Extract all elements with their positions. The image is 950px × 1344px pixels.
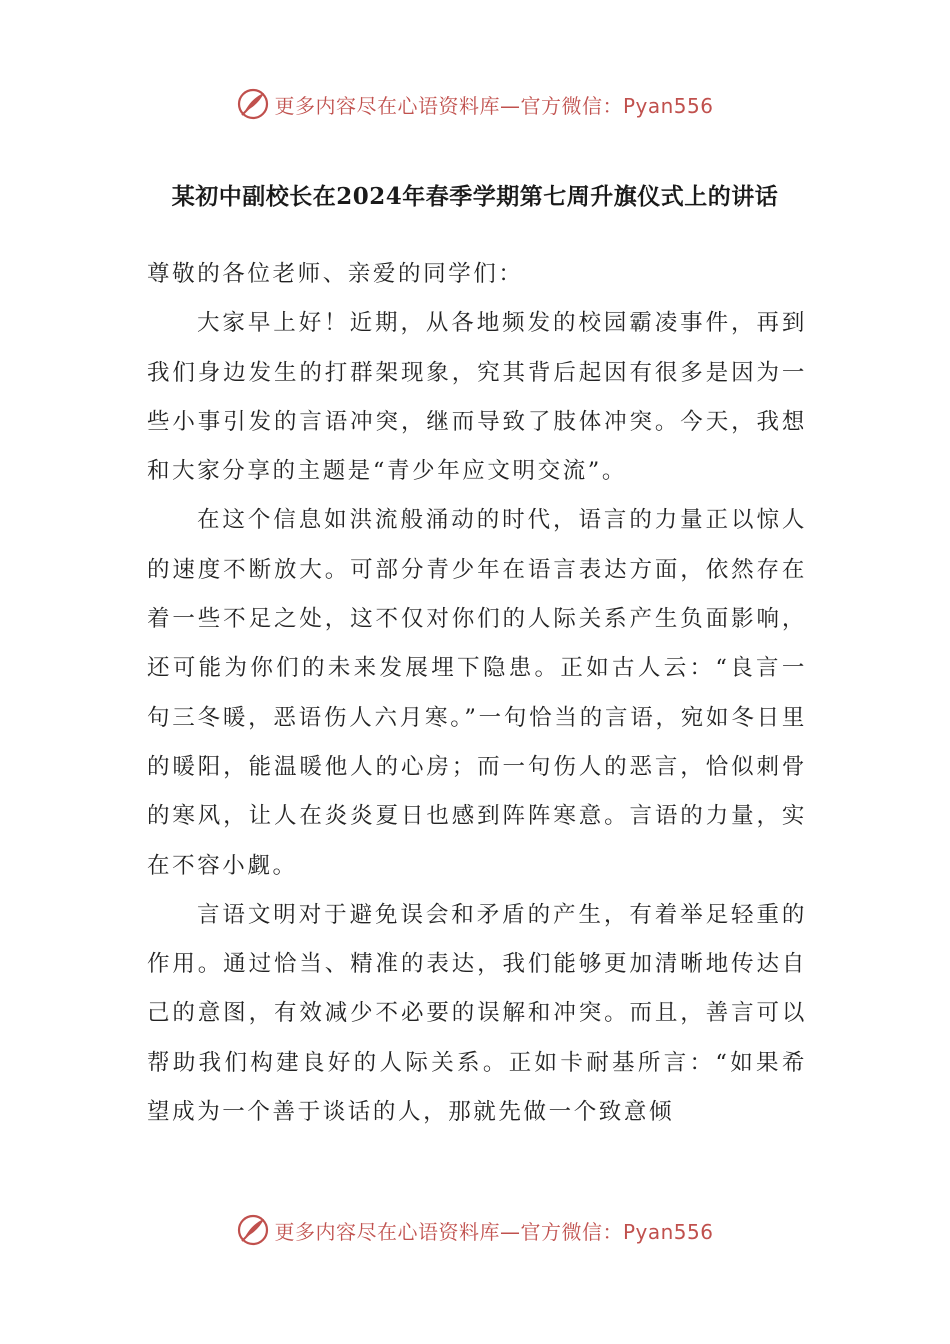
paragraph-2: 在这个信息如洪流般涌动的时代，语言的力量正以惊人的速度不断放大。可部分青少年在语言表达方面，依然存在着一些不足之处，这不仅对你们的人际关系产生负面影响，还可能为你们的未来发展埋下隐患。正如古人云：“良言一句三冬暖，恶语伤人六月寒。”一句恰当的言语，宛如冬日里的暖阳，能温暖他人的心房；而一句伤人的恶言，恰似刺骨的寒风，让人在炎炎夏日也感到阵阵寒意。言语的力量，实在不容小觑。 — [147, 507, 807, 879]
salutation: 尊敬的各位老师、亲爱的同学们： — [147, 261, 524, 287]
paragraph-1: 大家早上好！近期，从各地频发的校园霸凌事件，再到我们身边发生的打群架现象，究其背后起因有很多是因为一些小事引发的言语冲突，继而导致了肢体冲突。今天，我想和大家分享的主题是“青少年应文明交流”。 — [147, 310, 807, 485]
feather-pen-logo-icon — [236, 87, 270, 121]
paragraph-3: 言语文明对于避免误会和矛盾的产生，有着举足轻重的作用。通过恰当、精准的表达，我们能够更加清晰地传达自己的意图，有效减少不必要的误解和冲突。而且，善言可以帮助我们构建良好的人际关系。正如卡耐基所言：“如果希望成为一个善于谈话的人，那就先做一个致意倾 — [147, 901, 807, 1126]
header-banner — [0, 84, 950, 124]
page-title: 某初中副校长在2024年春季学期第七周升旗仪式上的讲话 — [171, 183, 779, 210]
header-banner-text: 更多内容尽在心语资料库—官方微信：Pyan556 — [274, 93, 714, 118]
speech-body — [147, 250, 807, 1137]
footer-banner — [0, 1210, 950, 1250]
feather-pen-logo-icon — [236, 1213, 270, 1247]
footer-banner-text: 更多内容尽在心语资料库—官方微信：Pyan556 — [274, 1219, 714, 1244]
